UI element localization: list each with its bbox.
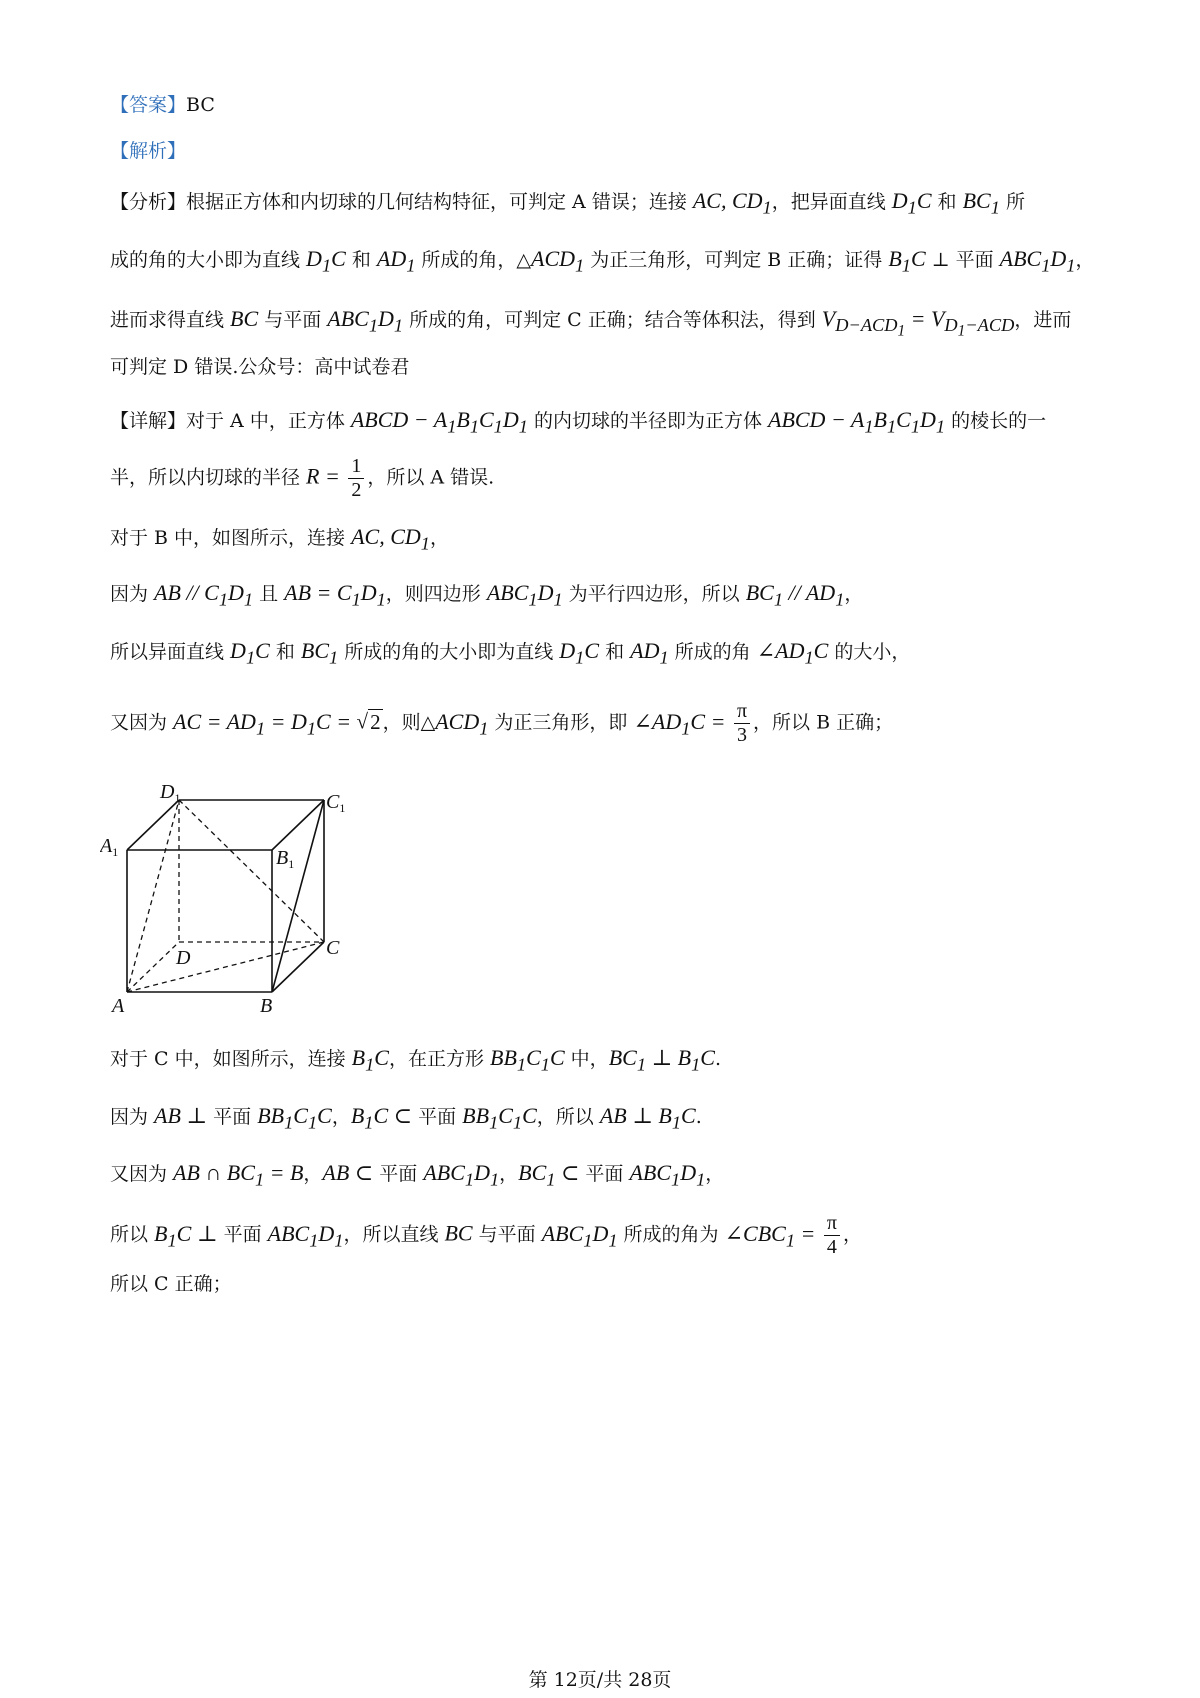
fenxi-tag: 【分析】 — [110, 191, 187, 213]
text: 为正三角形，可判定 B 正确；证得 — [584, 249, 889, 271]
page-footer: 第 12页/共 28页 — [528, 1669, 672, 1691]
b-line-3 — [110, 640, 910, 667]
text: 对于 C 中，如图所示，连接 — [110, 1048, 352, 1070]
text: ， — [429, 527, 449, 549]
xiangjie-tag: 【详解】 — [110, 410, 187, 432]
fenxi-line-3 — [110, 308, 1071, 339]
c-line-5: 所以 C 正确； — [110, 1273, 232, 1295]
label-a: A — [112, 995, 125, 1017]
label-d: D — [176, 947, 191, 969]
edge-a1-d1 — [127, 800, 179, 850]
sqrt-two: √2 — [356, 709, 381, 734]
math: $ABC_1D_1$ — [629, 1160, 706, 1190]
math: $ABC_1D_1$ — [486, 580, 563, 610]
math: AB ⊂ — [322, 1160, 374, 1185]
analysis-tag: 【解析】 — [110, 140, 187, 162]
c-line-2 — [110, 1105, 702, 1132]
answer-line — [110, 96, 215, 115]
hidden-edge-a-d — [127, 942, 179, 992]
frac-num: 1 — [348, 455, 364, 479]
fraction-one-half — [348, 455, 364, 502]
frac-den: 4 — [826, 1236, 837, 1258]
xiangjie-line-2 — [110, 455, 494, 502]
text: ， — [842, 1223, 862, 1246]
hidden-diag-a-c — [127, 942, 324, 992]
text: 和 — [345, 249, 377, 271]
text: 中， — [564, 1048, 609, 1070]
text: 所成的角的大小即为直线 — [338, 641, 560, 663]
math: $ABC_1D_1$ — [267, 1220, 344, 1250]
math: BC — [230, 306, 259, 331]
text: 与平面 — [472, 1223, 542, 1246]
text: ，所以 A 错误. — [367, 466, 495, 489]
math: $BB_1C_1C$ — [257, 1103, 332, 1133]
text: 因为 — [110, 583, 155, 605]
text: ，则△ — [382, 711, 436, 734]
fraction-pi-3 — [734, 700, 750, 747]
math: $D_1C$ — [306, 246, 346, 276]
text: 为平行四边形，所以 — [562, 583, 746, 605]
text: ⊥ 平面 — [925, 249, 1000, 271]
cube-diagram — [100, 780, 370, 1025]
edge-b1-c1 — [272, 800, 324, 850]
frac-num: π — [734, 700, 750, 724]
text: 的棱长的一 — [945, 410, 1047, 432]
math: ABCD − $A_1B_1C_1D_1$ — [768, 407, 946, 437]
text: 进而求得直线 — [110, 309, 231, 331]
math: $BC_1$ ⊂ — [518, 1160, 580, 1190]
math: AB ⊥ $B_1C$ — [599, 1103, 696, 1133]
text: ，则四边形 — [385, 583, 487, 605]
text: 所成的角 — [668, 641, 757, 663]
text: 所以异面直线 — [110, 641, 231, 663]
c-line-1 — [110, 1047, 721, 1074]
math: AC, $CD_1$ — [692, 188, 772, 218]
text: ， — [303, 1163, 323, 1185]
fenxi-line-2 — [110, 248, 1094, 275]
hidden-diag-a-d1 — [127, 800, 179, 992]
text: ， — [499, 1163, 519, 1185]
math: ABCD − $A_1B_1C_1D_1$ — [350, 407, 528, 437]
b-line-4 — [110, 700, 893, 747]
math: AB ∩ $BC_1 = B$ — [173, 1160, 304, 1190]
label-c1: $C_1$ — [326, 791, 346, 815]
text: 半，所以内切球的半径 — [110, 466, 307, 489]
text: . — [714, 1048, 722, 1070]
text: 和 — [599, 641, 631, 663]
text: 平面 — [579, 1163, 630, 1185]
text: 为正三角形，即 — [488, 711, 634, 734]
c-line-3 — [110, 1162, 724, 1189]
text: 且 — [253, 583, 285, 605]
math: = — [319, 463, 346, 489]
math: AC, $CD_1$ — [351, 524, 430, 554]
label-a1: $A_1$ — [100, 835, 119, 859]
math: $ABC_1D_1$ — [327, 306, 404, 336]
label-b: B — [260, 995, 273, 1017]
math: $D_1C$ — [891, 188, 932, 218]
math: $ABC_1D_1$ — [999, 246, 1076, 276]
math: $BC_1 // AD_1$ — [745, 580, 845, 610]
text: 成的角的大小即为直线 — [110, 249, 307, 271]
math: $B_1C$ — [351, 1045, 389, 1075]
text: 和 — [931, 191, 963, 213]
text: 对于 A 中，正方体 — [186, 410, 351, 432]
text: 与平面 — [258, 309, 328, 331]
math: $\angle CBC_1$ = — [724, 1220, 821, 1250]
text: 和 — [269, 641, 301, 663]
math: $B_1C$ ⊂ — [350, 1103, 413, 1133]
label-d1: $D_1$ — [160, 781, 181, 805]
label-c: C — [326, 937, 340, 959]
text: 又因为 — [110, 711, 174, 734]
math: BC — [444, 1220, 473, 1246]
xiangjie-line-1 — [110, 409, 1046, 436]
math: $D_1C$ — [230, 638, 270, 668]
math: $B_1C$ — [888, 246, 926, 276]
text: ， — [1075, 249, 1095, 271]
text: ，把异面直线 — [771, 191, 892, 213]
text: 所成的角为 — [617, 1223, 725, 1246]
math: $BB_1C_1C$ — [462, 1103, 537, 1133]
math: $ABC_1D_1$ — [541, 1220, 618, 1250]
text: ， — [705, 1163, 725, 1185]
math: $\angle AD_1C$ = — [633, 708, 731, 738]
text: 所 — [999, 191, 1025, 213]
math: $BB_1C_1C$ — [490, 1045, 565, 1075]
c-line-4 — [110, 1212, 862, 1259]
text: 的大小， — [828, 641, 911, 663]
math: $\angle AD_1C$ — [756, 638, 829, 668]
fenxi-line-1 — [110, 190, 1025, 217]
frac-den: 2 — [351, 479, 362, 501]
text: 又因为 — [110, 1163, 174, 1185]
text: 平面 — [217, 1223, 268, 1246]
text: 平面 — [373, 1163, 424, 1185]
text: 所成的角，△ — [415, 249, 532, 271]
text: 平面 — [412, 1106, 463, 1128]
math: R — [306, 463, 320, 489]
math: $BC_1$ — [962, 188, 1000, 218]
text: ，所以直线 — [343, 1223, 445, 1246]
math-volume: $V_{D-ACD_1} = V_{D_1-ACD}$ — [821, 306, 1015, 341]
b-line-2 — [110, 582, 863, 609]
math: $ACD_1$ — [531, 246, 585, 276]
math: $D_1C$ — [559, 638, 600, 668]
text: 所成的角，可判定 C 正确；结合等体积法，得到 — [403, 309, 822, 331]
text: ，进而 — [1014, 309, 1072, 331]
math: $AD_1$ — [376, 246, 416, 276]
answer-value: BC — [186, 94, 215, 116]
edge-b-c — [272, 942, 324, 992]
math: $BC_1$ — [300, 638, 339, 668]
math: $AD_1$ — [630, 638, 669, 668]
text: 根据正方体和内切球的几何结构特征，可判定 A 错误；连接 — [186, 191, 693, 213]
math: AB // $C_1D_1$ — [154, 580, 254, 610]
frac-den: 3 — [736, 724, 747, 746]
text: 平面 — [207, 1106, 258, 1128]
diag-b-c1 — [272, 800, 324, 992]
math: $BC_1$ ⊥ $B_1C$ — [608, 1045, 715, 1075]
text: ，所以 B 正确； — [753, 711, 894, 734]
b-line-1 — [110, 526, 449, 553]
fenxi-line-4: 可判定 D 错误.公众号：高中试卷君 — [110, 356, 410, 378]
fraction-pi-4 — [824, 1212, 840, 1259]
text: 对于 B 中，如图所示，连接 — [110, 527, 352, 549]
text: ，所以 — [536, 1106, 600, 1128]
text: ， — [844, 583, 864, 605]
text: ， — [331, 1106, 351, 1128]
answer-tag: 【答案】 — [110, 94, 187, 116]
text: ，在正方形 — [388, 1048, 491, 1070]
math: $ACD_1$ — [435, 708, 489, 738]
math: AB = $C_1D_1$ — [284, 580, 386, 610]
text: . — [695, 1106, 702, 1128]
label-b1: $B_1$ — [276, 847, 295, 871]
math: AB ⊥ — [154, 1103, 208, 1128]
text: 的内切球的半径即为正方体 — [527, 410, 768, 432]
math: $B_1C$ ⊥ — [154, 1220, 218, 1250]
math: AC = $AD_1 = D_1C$ = — [173, 708, 357, 738]
text: 因为 — [110, 1106, 155, 1128]
text: 所以 — [110, 1223, 155, 1246]
frac-num: π — [824, 1212, 840, 1236]
math: $ABC_1D_1$ — [423, 1160, 500, 1190]
